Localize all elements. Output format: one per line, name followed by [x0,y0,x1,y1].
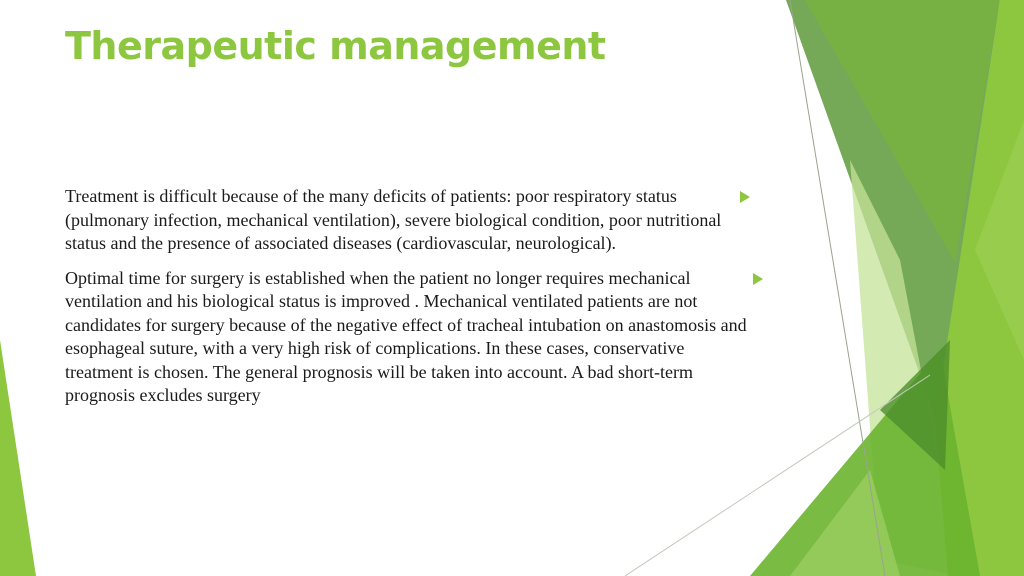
bullet-item-treatment-difficulty [65,185,755,256]
bullet-list [65,185,755,419]
left-edge-stripe [0,340,36,576]
slide-title: Therapeutic management [65,24,606,68]
triangle-bullet-icon [753,273,763,285]
bullet-text: Treatment is difficult because of the many deficits of patients: poor respiratory status (pulmonary infection, mechanical ventilation), severe biological condition, poor nutritional status and the presence of associated diseases (cardiovascular, neurological). [65,186,722,253]
bullet-item-surgery-timing [65,267,755,408]
triangle-bullet-icon [740,191,750,203]
bullet-text: Optimal time for surgery is established when the patient no longer requires mechanical ventilation and his biological status is improved . Mechanical ventilated patients are not candidates for surgery because of the negative effect of tracheal intubation on anastomosis and esophageal suture, with a very high risk of complications. In these cases, conservative treatment is chosen. The general prognosis will be taken into account. A bad short-term prognosis excludes surgery [65,267,747,405]
